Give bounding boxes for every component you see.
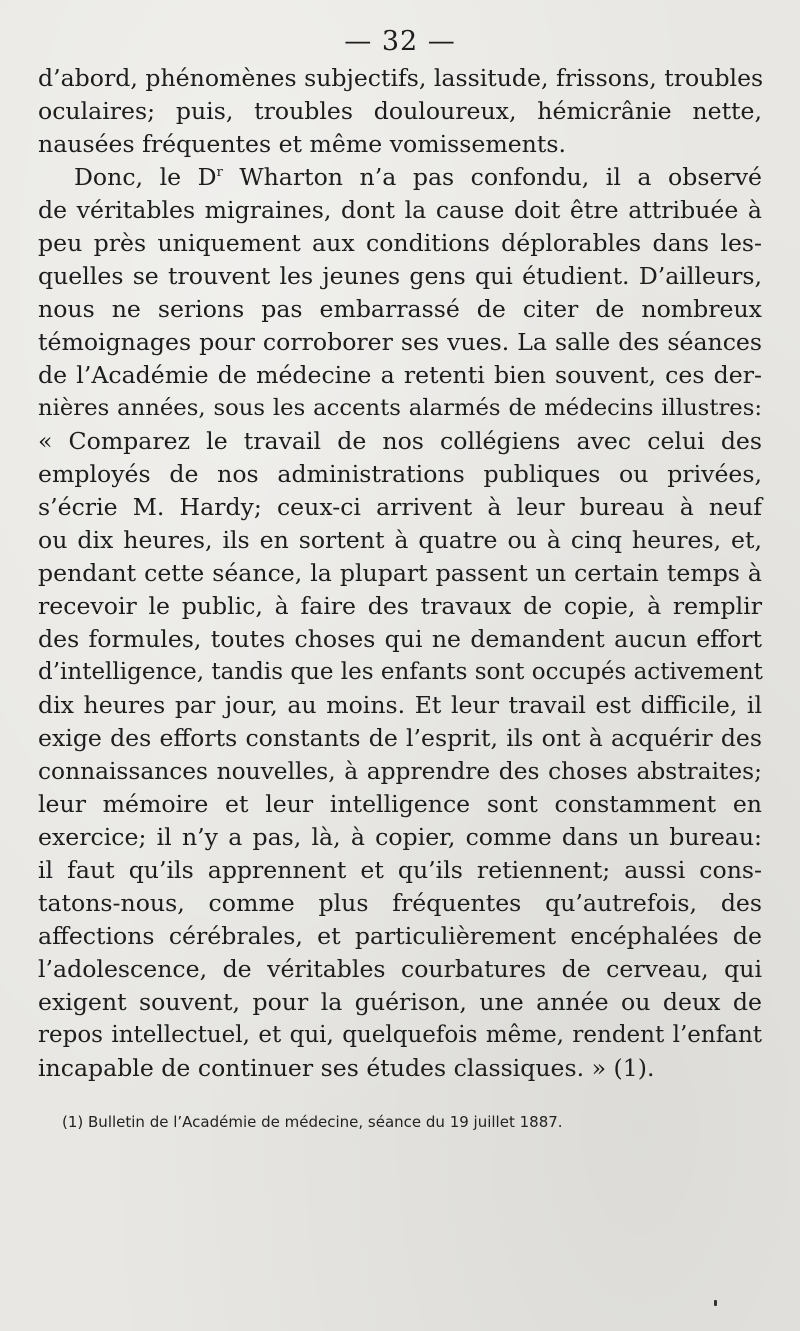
text-line: des formules, toutes choses qui ne demandent aucun effort bbox=[38, 625, 762, 653]
text-line bbox=[38, 161, 762, 194]
text-line: d’abord, phénomènes subjectifs, lassitude, frissons, troubles bbox=[38, 64, 764, 92]
text-line: dix heures par jour, au moins. Et leur travail est difficile, il bbox=[38, 691, 762, 719]
text-line: connaissances nouvelles, à apprendre des choses abstraites; bbox=[38, 758, 762, 785]
text-line: s’écrie M. Hardy; ceux-ci arrivent à leur bureau à neuf bbox=[38, 493, 762, 521]
text-line: repos intellectuel, et qui, quelquefois même, rendent l’enfant bbox=[38, 1022, 762, 1048]
text-line: il faut qu’ils apprennent et qu’ils retiennent; aussi cons- bbox=[38, 856, 762, 884]
body-text bbox=[38, 62, 762, 1085]
text-line: exigent souvent, pour la guérison, une année ou deux de bbox=[38, 988, 762, 1016]
text-fragment: Donc, le D bbox=[74, 163, 217, 191]
footnote: (1) Bulletin de l’Académie de médecine, séance du 19 juillet 1887. bbox=[62, 1113, 563, 1131]
text-line: nières années, sous les accents alarmés de médecins illustres: bbox=[38, 395, 762, 421]
text-line: pendant cette séance, la plupart passent un certain temps à bbox=[38, 559, 762, 587]
text-line: ou dix heures, ils en sortent à quatre ou à cinq heures, et, bbox=[38, 526, 762, 554]
text-line: exercice; il n’y a pas, là, à copier, comme dans un bureau: bbox=[38, 823, 762, 851]
text-line: exige des efforts constants de l’esprit, ils ont à acquérir des bbox=[38, 724, 762, 752]
text-line: de véritables migraines, dont la cause doit être attribuée à bbox=[38, 196, 762, 224]
text-line: leur mémoire et leur intelligence sont constamment en bbox=[38, 790, 762, 818]
text-line: l’adolescence, de véritables courbatures de cerveau, qui bbox=[38, 955, 762, 983]
text-line: « Comparez le travail de nos collégiens avec celui des bbox=[38, 427, 762, 455]
text-line: nous ne serions pas embarrassé de citer de nombreux bbox=[38, 295, 762, 323]
ink-speck bbox=[714, 1300, 717, 1306]
text-line: affections cérébrales, et particulièrement encéphalées de bbox=[38, 922, 762, 950]
text-line: tatons-nous, comme plus fréquentes qu’autrefois, des bbox=[38, 889, 762, 917]
text-line: de l’Académie de médecine a retenti bien souvent, ces der- bbox=[38, 361, 762, 389]
text-line: oculaires; puis, troubles douloureux, hémicrânie nette, bbox=[38, 97, 762, 125]
text-line: employés de nos administrations publiques ou privées, bbox=[38, 460, 762, 488]
text-line: recevoir le public, à faire des travaux de copie, à remplir bbox=[38, 592, 762, 620]
text-fragment: Wharton n’a pas confondu, il a observé bbox=[222, 163, 762, 191]
text-line: témoignages pour corroborer ses vues. La salle des séances bbox=[38, 328, 762, 356]
text-line: quelles se trouvent les jeunes gens qui étudient. D’ailleurs, bbox=[38, 262, 762, 290]
text-line: d’intelligence, tandis que les enfants sont occupés activement bbox=[38, 659, 763, 685]
text-line: incapable de continuer ses études classiques. » (1). bbox=[38, 1054, 655, 1082]
page-number: — 32 — bbox=[344, 26, 456, 57]
superscript: r bbox=[216, 165, 223, 181]
text-line: peu près uniquement aux conditions déplorables dans les- bbox=[38, 229, 762, 257]
text-line: nausées fréquentes et même vomissements. bbox=[38, 130, 566, 158]
